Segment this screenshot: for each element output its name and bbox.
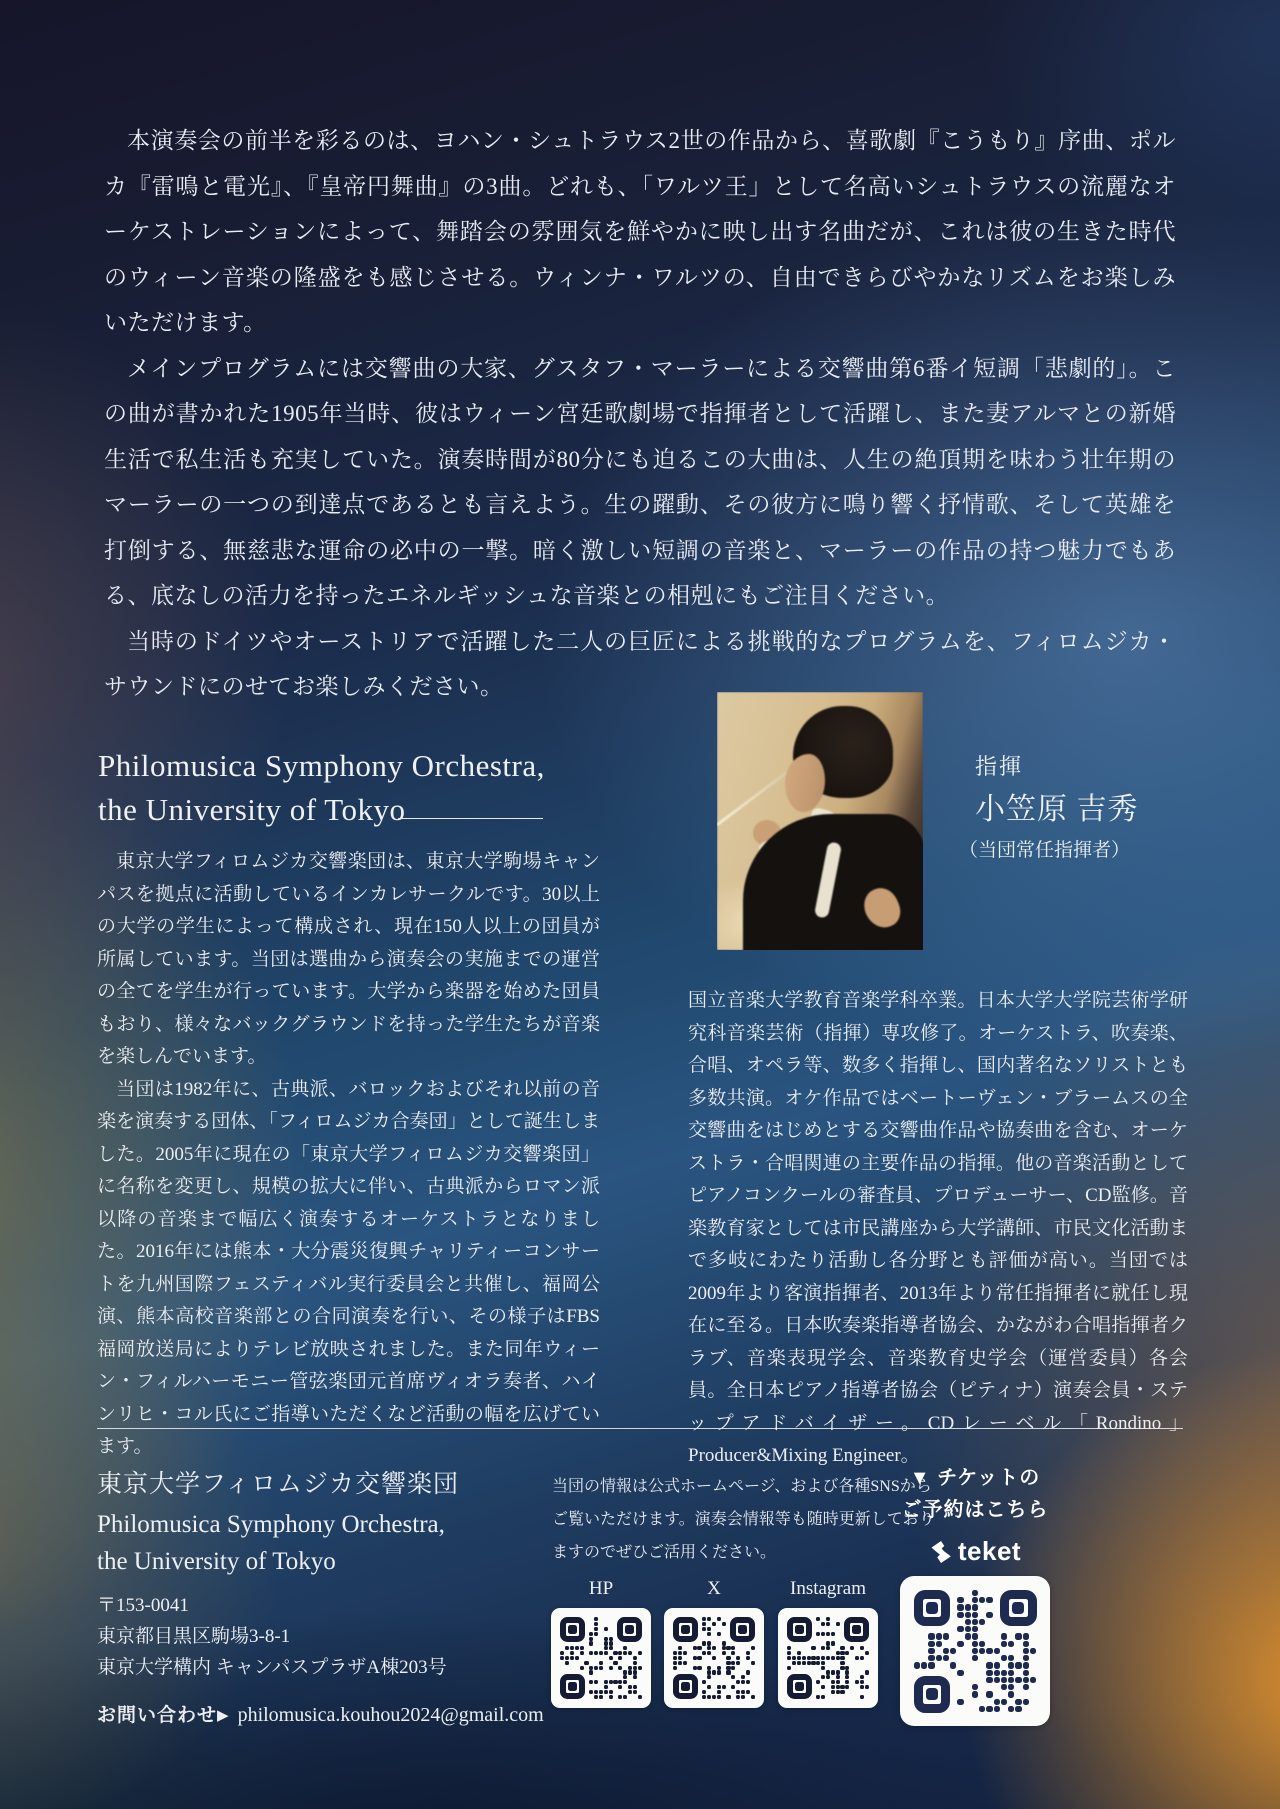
teket-brand xyxy=(900,1536,1050,1567)
program-notes-paragraph-1: 本演奏会の前半を彩るのは、ヨハン・シュトラウス2世の作品から、喜歌劇『こうもり』序曲、ポルカ『雷鳴と電光』、『皇帝円舞曲』の3曲。どれも、「ワルツ王」として名高いシュトラウスの流麗なオーケストレーションによって、舞踏会の雰囲気を鮮やかに映し出す名曲だが、これは彼の生きた時代のウィーン音楽の隆盛をも感じさせる。ウィンナ・ワルツの、自由できらびやかなリズムをお楽しみいただけます。 xyxy=(104,128,1176,335)
footer-org-name-ja: 東京大学フィロムジカ交響楽団 xyxy=(97,1471,460,1498)
qr-label-instagram: Instagram xyxy=(790,1578,866,1599)
heading-rule xyxy=(398,818,543,819)
sns-note xyxy=(552,1470,935,1569)
conductor-role-label: 指揮 xyxy=(975,754,1024,779)
teket-logo-icon xyxy=(929,1541,951,1563)
qr-code-x xyxy=(664,1608,764,1708)
conductor-photo xyxy=(717,692,923,950)
orchestra-paragraph-1: 東京大学フィロムジカ交響楽団は、東京大学駒場キャンパスを拠点に活動しているインカレサークルです。30以上の大学の学生によって構成され、現在150人以上の団員が所属しています。当団は選曲から演奏会の実施までの運営の全てを学生が行っています。大学から楽器を始めた団員もおり、様々なバックグラウンドを持った学生たちが音楽を楽しんでいます。 xyxy=(97,851,600,1067)
footer-address xyxy=(97,1590,447,1683)
program-notes-paragraph-2: メインプログラムには交響曲の大家、グスタフ・マーラーによる交響曲第6番イ短調「悲劇的」。この曲が書かれた1905年当時、彼はウィーン宮廷歌劇場で指揮者として活躍し、また妻アルマとの新婚生活で私生活も充実していた。演奏時間が80分にも迫るこの大曲は、人生の絶頂期を味わう壮年期のマーラーの一つの到達点であるとも言えよう。生の躍動、その彼方に鳴り響く抒情歌、そして英雄を打倒する、無慈悲な運命の必中の一撃。暗く激しい短調の音楽と、マーラーの作品の持つ魅力でもある、底なしの活力を持ったエネルギッシュな音楽との相剋にもご注目ください。 xyxy=(104,355,1176,608)
conductor-name: 小笠原 吉秀 xyxy=(975,793,1139,826)
qr-label-hp: HP xyxy=(588,1578,614,1599)
qr-code-hp xyxy=(551,1608,651,1708)
conductor-bio-text: 国立音楽大学教育音楽学科卒業。日本大学大学院芸術学研究科音楽芸術（指揮）専攻修了。オーケストラ、吹奏楽、合唱、オペラ等、数多く指揮し、国内著名なソリストとも多数共演。オケ作品ではベートーヴェン・ブラームスの全交響曲をはじめとする交響曲作品や協奏曲を含む、オーケストラ・合唱関連の主要作品の指揮。他の音楽活動としてピアノコンクールの審査員、プロデューサー、CD監修。音楽教育家としては市民講座から大学講師、市民文化活動まで多岐にわたり活動し各分野とも評価が高い。当団では2009年より客演指揮者、2013年より常任指揮者に就任し現在に至る。日本吹奏楽指導者協会、かながわ合唱指揮者クラブ、音楽表現学会、音楽教育史学会（運営委員）各会員。全日本ピアノ指導者協会（ピティナ）演奏会員・ステップアドバイザー。CDレーベル「Rondino」Producer&Mixing Engineer。 xyxy=(688,990,1188,1466)
contact-line xyxy=(97,1700,544,1727)
address-line2: 東京大学構内 キャンパスプラザA棟203号 xyxy=(97,1657,447,1678)
conductor-bio xyxy=(688,985,1188,1473)
orchestra-heading-line2: the University of Tokyo xyxy=(98,792,406,827)
orchestra-description xyxy=(97,846,600,1464)
conductor-face xyxy=(785,754,825,812)
qr-label-x: X xyxy=(707,1578,721,1599)
ticket-reservation-label xyxy=(900,1462,1050,1526)
program-notes xyxy=(104,118,1176,710)
orchestra-paragraph-2: 当団は1982年に、古典派、バロックおよびそれ以前の音楽を演奏する団体、「フィロムジカ合奏団」として誕生しました。2005年に現在の「東京大学フィロムジカ交響楽団」に名称を変更し、規模の拡大に伴い、古典派からロマン派以降の音楽まで幅広く演奏するオーケストラとなりました。2016年には熊本・大分震災復興チャリティーコンサートを九州国際フェスティバル実行委員会と共催し、福岡公演、熊本高校音楽部との合同演奏を行い、その様子はFBS福岡放送局によりテレビ放映されました。また同年ウィーン・フィルハーモニー管弦楽団元首席ヴィオラ奏者、ハインリヒ・コル氏にご指導いただくなど活動の幅を広げています。 xyxy=(97,1078,600,1457)
qr-code-teket xyxy=(900,1576,1050,1726)
qr-code-instagram xyxy=(778,1608,878,1708)
program-notes-paragraph-3: 当時のドイツやオーストリアで活躍した二人の巨匠による挑戦的なプログラムを、フィロムジカ・サウンドにのせてお楽しみください。 xyxy=(104,628,1176,699)
arrow-right-icon: ▶ xyxy=(217,1707,230,1724)
ticket-label-line2: ご予約はこちら xyxy=(901,1499,1049,1521)
postal-code: 〒153-0041 xyxy=(97,1595,189,1616)
teket-wordmark: teket xyxy=(957,1536,1022,1566)
conductor-photo-art xyxy=(717,692,923,950)
sns-note-line1: 当団の情報は公式ホームページ、および各種SNSから xyxy=(552,1478,932,1495)
address-line1: 東京都目黒区駒場3-8-1 xyxy=(97,1626,291,1647)
contact-email: philomusica.kouhou2024@gmail.com xyxy=(237,1704,544,1726)
contact-label: お問い合わせ xyxy=(97,1705,218,1726)
footer-org-en-line2: the University of Tokyo xyxy=(97,1548,336,1575)
conductor-title-note: （当団常任指揮者） xyxy=(959,840,1131,861)
footer-org-en-line1: Philomusica Symphony Orchestra, xyxy=(97,1511,445,1538)
sns-note-line3: ますのでぜひご活用ください。 xyxy=(552,1544,777,1561)
orchestra-heading-line1: Philomusica Symphony Orchestra, xyxy=(98,748,545,783)
sns-note-line2: ご覧いただけます。演奏会情報等も随時更新しており xyxy=(552,1511,935,1528)
conductor-block xyxy=(959,752,1139,864)
footer-org-name-en xyxy=(97,1506,445,1580)
ticket-label-line1: ▼ チケットの xyxy=(909,1467,1041,1489)
footer-divider xyxy=(97,1428,1183,1429)
